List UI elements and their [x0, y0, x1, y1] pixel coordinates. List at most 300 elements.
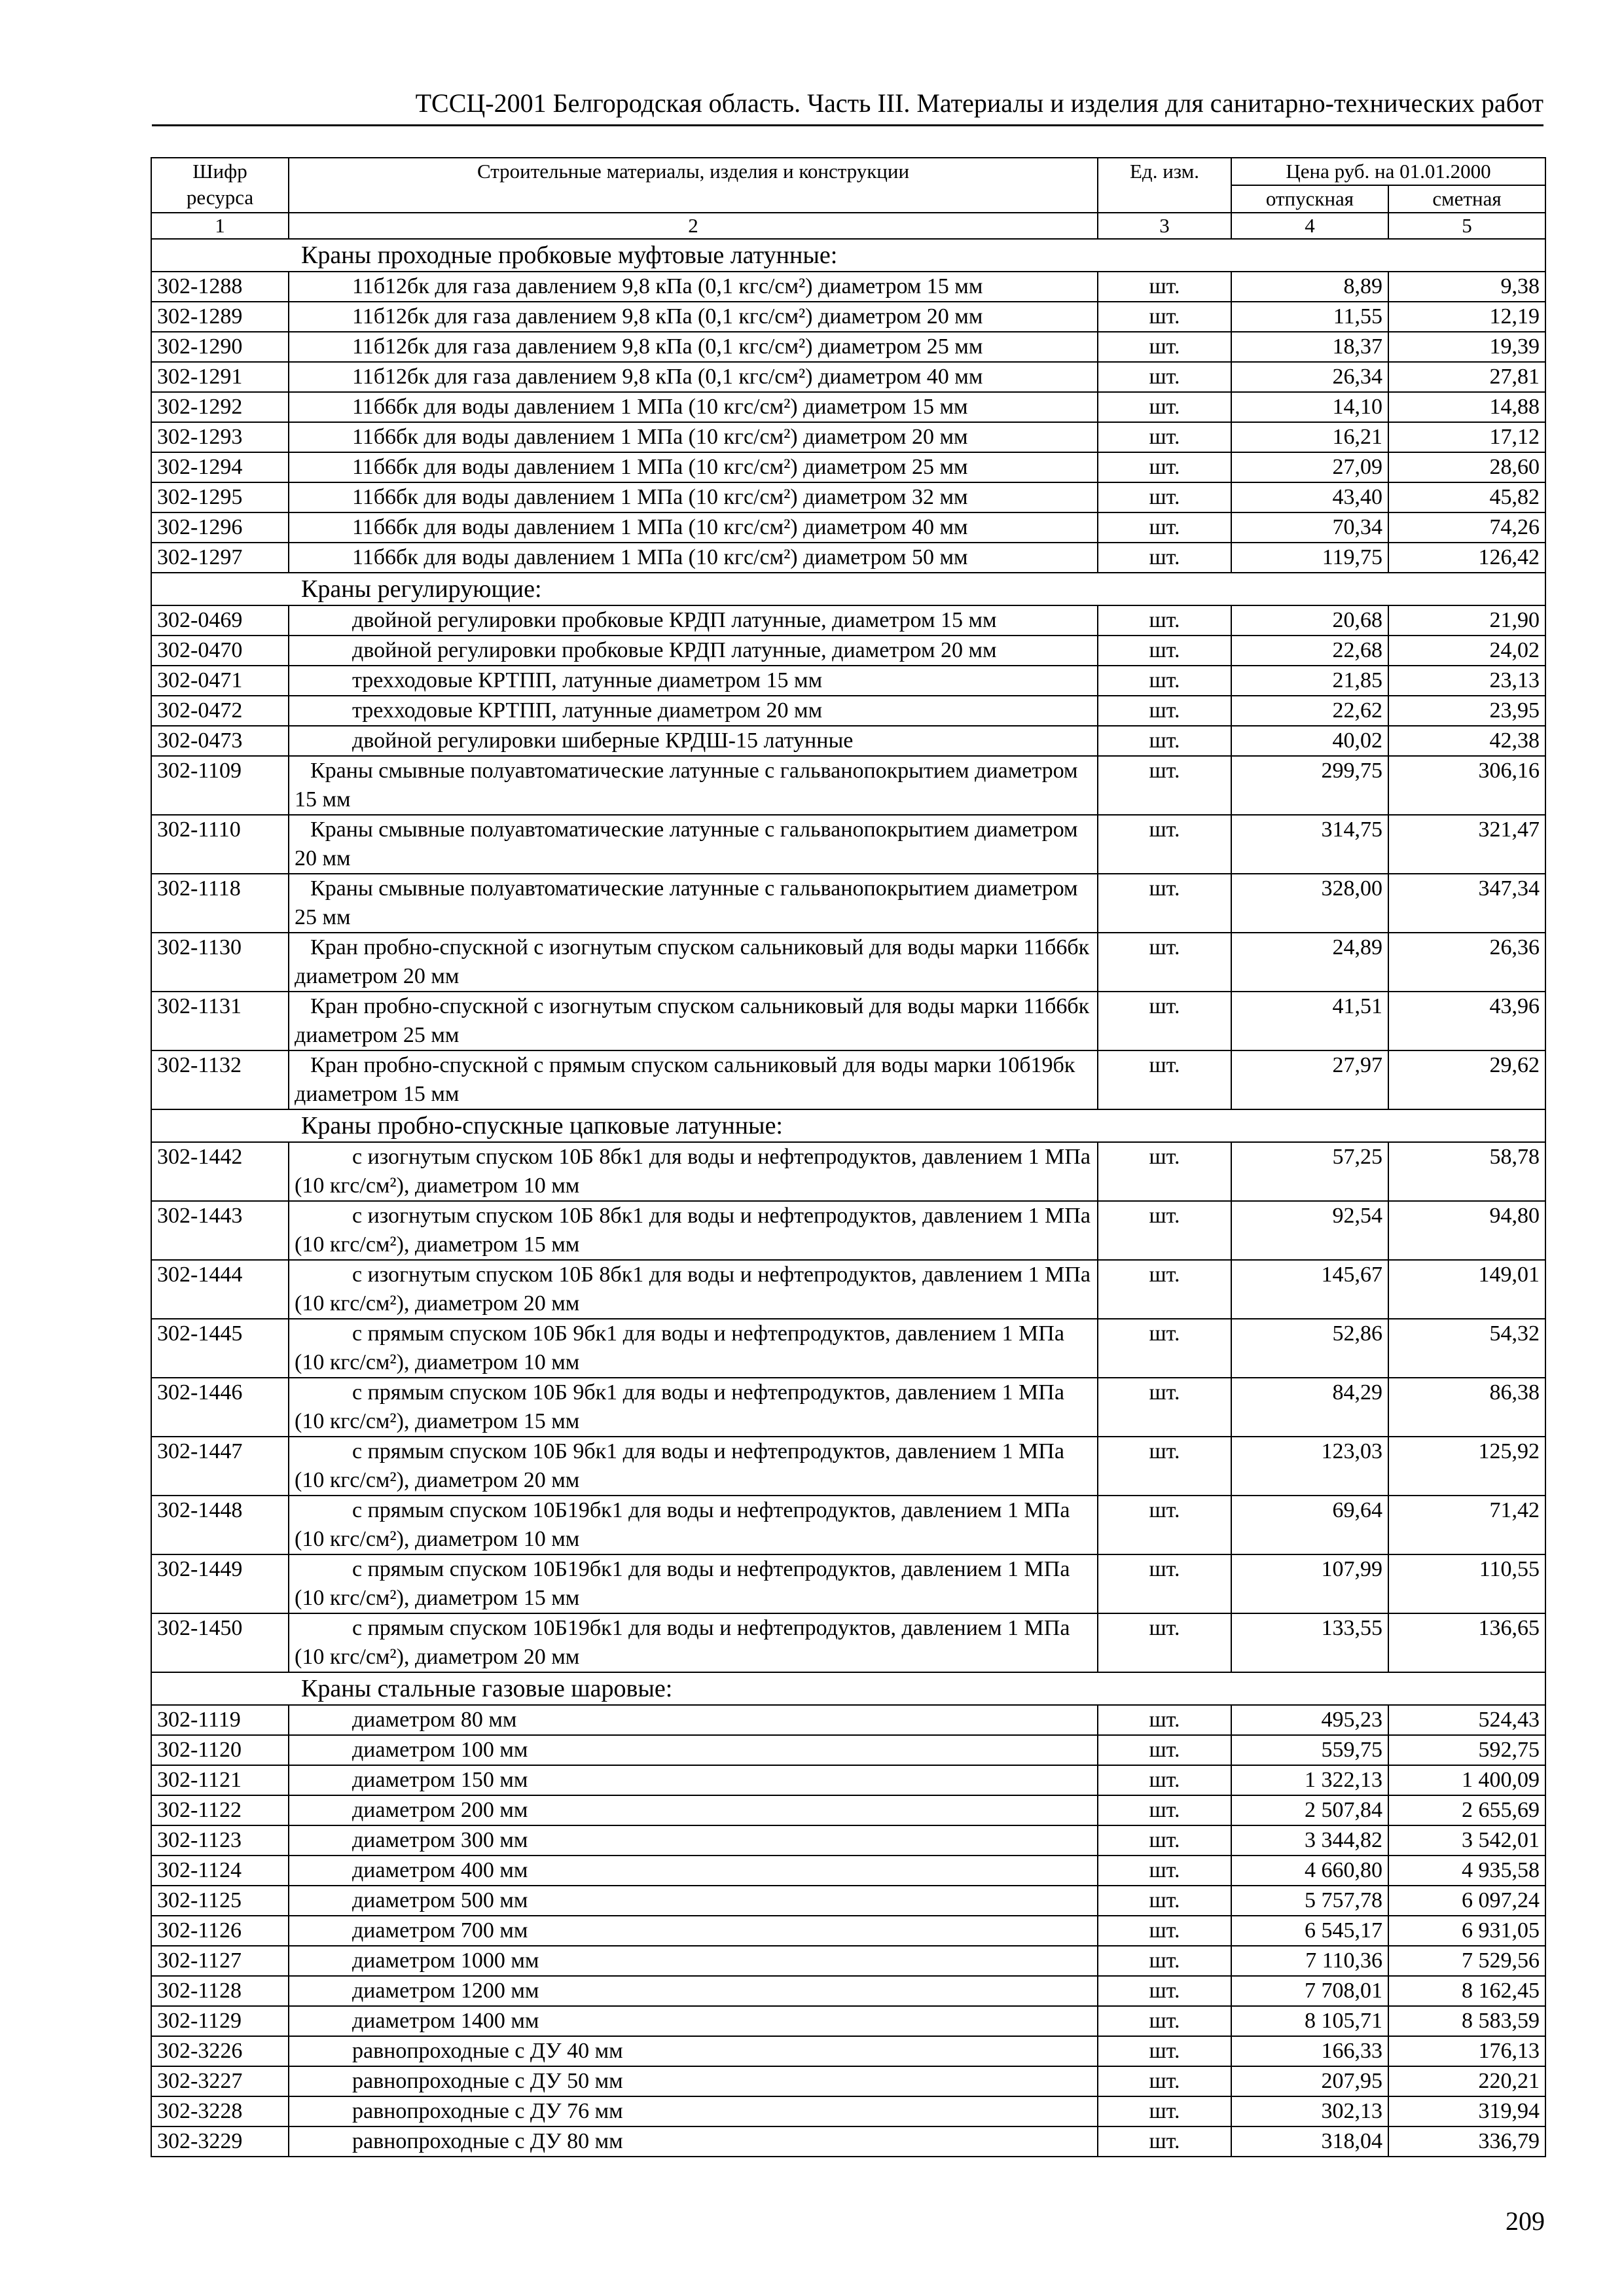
resource-code-cell: 302-1122 — [151, 1795, 289, 1825]
section-title: Краны регулирующие: — [301, 575, 542, 603]
estimate-price-cell: 54,32 — [1388, 1319, 1545, 1378]
description-cell — [289, 2066, 1098, 2096]
unit-cell: шт. — [1098, 543, 1231, 573]
description-text: Кран пробно-спускной с изогнутым спуском сальниковый для воды марки 11б6бк диаметром 25 мм — [295, 994, 1090, 1047]
estimate-price-cell: 23,95 — [1388, 696, 1545, 726]
table-row — [151, 2126, 1545, 2157]
unit-cell: шт. — [1098, 1496, 1231, 1554]
release-price-cell: 299,75 — [1231, 756, 1388, 815]
resource-code-cell: 302-1448 — [151, 1496, 289, 1554]
release-price-cell: 8,89 — [1231, 272, 1388, 302]
description-cell — [289, 1765, 1098, 1795]
resource-code-cell: 302-1121 — [151, 1765, 289, 1795]
resource-code-cell: 302-1110 — [151, 815, 289, 874]
table-row — [151, 992, 1545, 1050]
release-price-cell: 43,40 — [1231, 482, 1388, 512]
description-cell — [289, 1886, 1098, 1916]
estimate-price-cell: 19,39 — [1388, 332, 1545, 362]
release-price-cell: 57,25 — [1231, 1142, 1388, 1201]
release-price-cell: 41,51 — [1231, 992, 1388, 1050]
release-price-cell: 5 757,78 — [1231, 1886, 1388, 1916]
description-text: с прямым спуском 10Б19бк1 для воды и нефтепродуктов, давлением 1 МПа (10 кгс/см²), диаметром 20 мм — [295, 1616, 1070, 1669]
unit-cell: шт. — [1098, 362, 1231, 392]
table-row — [151, 1613, 1545, 1672]
resource-code-cell: 302-1290 — [151, 332, 289, 362]
unit-cell: шт. — [1098, 272, 1231, 302]
col-header-price: Цена руб. на 01.01.2000 — [1231, 158, 1545, 185]
unit-cell: шт. — [1098, 482, 1231, 512]
description-cell — [289, 332, 1098, 362]
description-text: диаметром 1000 мм — [352, 1948, 539, 1973]
description-cell — [289, 362, 1098, 392]
description-text: равнопроходные с ДУ 50 мм — [352, 2069, 623, 2093]
estimate-price-cell: 12,19 — [1388, 302, 1545, 332]
column-number: 2 — [289, 213, 1098, 239]
table-row — [151, 1378, 1545, 1437]
description-cell — [289, 272, 1098, 302]
description-text: диаметром 100 мм — [352, 1738, 528, 1762]
description-text: 11б6бк для воды давлением 1 МПа (10 кгс/см²) диаметром 40 мм — [352, 515, 968, 539]
release-price-cell: 52,86 — [1231, 1319, 1388, 1378]
unit-cell: шт. — [1098, 756, 1231, 815]
table-row — [151, 1976, 1545, 2006]
unit-cell: шт. — [1098, 1765, 1231, 1795]
description-cell — [289, 696, 1098, 726]
description-text: двойной регулировки шиберные КРДШ-15 латунные — [352, 728, 854, 753]
description-text: Краны смывные полуавтоматические латунные с гальванопокрытием диаметром 20 мм — [295, 817, 1078, 870]
estimate-price-cell: 43,96 — [1388, 992, 1545, 1050]
description-text: диаметром 1400 мм — [352, 2009, 539, 2033]
resource-code-cell: 302-0469 — [151, 605, 289, 636]
resource-code-cell: 302-1297 — [151, 543, 289, 573]
release-price-cell: 8 105,71 — [1231, 2006, 1388, 2036]
unit-cell: шт. — [1098, 696, 1231, 726]
description-cell — [289, 726, 1098, 756]
page-header: ТССЦ-2001 Белгородская область. Часть III. Материалы и изделия для санитарно-технических работ — [152, 84, 1543, 126]
release-price-cell: 24,89 — [1231, 933, 1388, 992]
release-price-cell: 107,99 — [1231, 1554, 1388, 1613]
description-cell — [289, 666, 1098, 696]
resource-code-cell: 302-1131 — [151, 992, 289, 1050]
release-price-cell: 69,64 — [1231, 1496, 1388, 1554]
table-row — [151, 1765, 1545, 1795]
description-cell — [289, 1319, 1098, 1378]
estimate-price-cell: 6 931,05 — [1388, 1916, 1545, 1946]
description-text: диаметром 200 мм — [352, 1798, 528, 1822]
unit-cell: шт. — [1098, 2096, 1231, 2126]
unit-cell: шт. — [1098, 1050, 1231, 1109]
estimate-price-cell: 24,02 — [1388, 636, 1545, 666]
unit-cell: шт. — [1098, 933, 1231, 992]
description-text: диаметром 400 мм — [352, 1858, 528, 1882]
estimate-price-cell: 29,62 — [1388, 1050, 1545, 1109]
resource-code-cell: 302-1127 — [151, 1946, 289, 1976]
unit-cell: шт. — [1098, 422, 1231, 452]
table-row — [151, 815, 1545, 874]
description-cell — [289, 543, 1098, 573]
resource-code-cell: 302-1443 — [151, 1201, 289, 1260]
estimate-price-cell: 58,78 — [1388, 1142, 1545, 1201]
description-text: трехходовые КРТПП, латунные диаметром 20 мм — [352, 698, 823, 723]
resource-code-cell: 302-0470 — [151, 636, 289, 666]
unit-cell: шт. — [1098, 1142, 1231, 1201]
column-number: 1 — [151, 213, 289, 239]
resource-code-cell: 302-1132 — [151, 1050, 289, 1109]
estimate-price-cell: 592,75 — [1388, 1735, 1545, 1765]
description-cell — [289, 933, 1098, 992]
estimate-price-cell: 149,01 — [1388, 1260, 1545, 1319]
table-row — [151, 1795, 1545, 1825]
table-row — [151, 874, 1545, 933]
resource-code-cell: 302-1291 — [151, 362, 289, 392]
table-row — [151, 1142, 1545, 1201]
description-cell — [289, 422, 1098, 452]
release-price-cell: 27,09 — [1231, 452, 1388, 482]
estimate-price-cell: 74,26 — [1388, 512, 1545, 543]
table-row — [151, 666, 1545, 696]
table-row — [151, 2066, 1545, 2096]
description-cell — [289, 874, 1098, 933]
description-text: 11б12бк для газа давлением 9,8 кПа (0,1 кгс/см²) диаметром 25 мм — [352, 334, 983, 359]
release-price-cell: 27,97 — [1231, 1050, 1388, 1109]
description-text: диаметром 80 мм — [352, 1708, 517, 1732]
description-cell — [289, 815, 1098, 874]
estimate-price-cell: 524,43 — [1388, 1705, 1545, 1735]
description-cell — [289, 1705, 1098, 1735]
release-price-cell: 559,75 — [1231, 1735, 1388, 1765]
section-header-row — [151, 1109, 1545, 1142]
resource-code-cell: 302-1294 — [151, 452, 289, 482]
release-price-cell: 11,55 — [1231, 302, 1388, 332]
unit-cell: шт. — [1098, 452, 1231, 482]
table-row — [151, 1886, 1545, 1916]
release-price-cell: 119,75 — [1231, 543, 1388, 573]
release-price-cell: 207,95 — [1231, 2066, 1388, 2096]
page-number: 209 — [1506, 2206, 1545, 2236]
section-title: Краны пробно-спускные цапковые латунные: — [301, 1112, 783, 1139]
release-price-cell: 328,00 — [1231, 874, 1388, 933]
unit-cell: шт. — [1098, 302, 1231, 332]
description-cell — [289, 482, 1098, 512]
release-price-cell: 14,10 — [1231, 392, 1388, 422]
resource-code-cell: 302-0471 — [151, 666, 289, 696]
table-row — [151, 482, 1545, 512]
unit-cell: шт. — [1098, 605, 1231, 636]
section-header-cell — [151, 239, 1545, 272]
table-row — [151, 362, 1545, 392]
resource-code-cell: 302-1292 — [151, 392, 289, 422]
unit-cell: шт. — [1098, 1856, 1231, 1886]
resource-code-cell: 302-1128 — [151, 1976, 289, 2006]
price-table — [151, 157, 1546, 2157]
table-row — [151, 2006, 1545, 2036]
resource-code-cell: 302-1447 — [151, 1437, 289, 1496]
release-price-cell: 21,85 — [1231, 666, 1388, 696]
description-text: двойной регулировки пробковые КРДП латунные, диаметром 20 мм — [352, 638, 997, 662]
section-header-cell — [151, 1672, 1545, 1705]
description-text: 11б6бк для воды давлением 1 МПа (10 кгс/см²) диаметром 32 мм — [352, 485, 968, 509]
unit-cell: шт. — [1098, 512, 1231, 543]
resource-code-cell: 302-3226 — [151, 2036, 289, 2066]
estimate-price-cell: 321,47 — [1388, 815, 1545, 874]
release-price-cell: 302,13 — [1231, 2096, 1388, 2126]
estimate-price-cell: 26,36 — [1388, 933, 1545, 992]
description-text: Краны смывные полуавтоматические латунные с гальванопокрытием диаметром 25 мм — [295, 876, 1078, 929]
resource-code-cell: 302-1123 — [151, 1825, 289, 1856]
description-cell — [289, 992, 1098, 1050]
estimate-price-cell: 94,80 — [1388, 1201, 1545, 1260]
table-row — [151, 392, 1545, 422]
table-row — [151, 726, 1545, 756]
description-cell — [289, 1378, 1098, 1437]
description-cell — [289, 605, 1098, 636]
unit-cell: шт. — [1098, 392, 1231, 422]
estimate-price-cell: 126,42 — [1388, 543, 1545, 573]
description-cell — [289, 1496, 1098, 1554]
description-text: двойной регулировки пробковые КРДП латунные, диаметром 15 мм — [352, 608, 997, 632]
release-price-cell: 7 110,36 — [1231, 1946, 1388, 1976]
unit-cell: шт. — [1098, 1886, 1231, 1916]
estimate-price-cell: 8 583,59 — [1388, 2006, 1545, 2036]
estimate-price-cell: 27,81 — [1388, 362, 1545, 392]
release-price-cell: 16,21 — [1231, 422, 1388, 452]
release-price-cell: 92,54 — [1231, 1201, 1388, 1260]
estimate-price-cell: 21,90 — [1388, 605, 1545, 636]
table-row — [151, 302, 1545, 332]
estimate-price-cell: 336,79 — [1388, 2126, 1545, 2157]
column-number: 5 — [1388, 213, 1545, 239]
table-row — [151, 1260, 1545, 1319]
unit-cell: шт. — [1098, 666, 1231, 696]
description-text: диаметром 1200 мм — [352, 1979, 539, 2003]
description-cell — [289, 1613, 1098, 1672]
description-text: равнопроходные с ДУ 80 мм — [352, 2129, 623, 2153]
resource-code-cell: 302-1118 — [151, 874, 289, 933]
section-title: Краны стальные газовые шаровые: — [301, 1675, 673, 1702]
resource-code-cell: 302-1449 — [151, 1554, 289, 1613]
resource-code-cell: 302-3228 — [151, 2096, 289, 2126]
description-cell — [289, 1795, 1098, 1825]
description-cell — [289, 1946, 1098, 1976]
description-text: с прямым спуском 10Б 9бк1 для воды и нефтепродуктов, давлением 1 МПа (10 кгс/см²), диаметром 20 мм — [295, 1439, 1064, 1492]
description-text: Краны смывные полуавтоматические латунные с гальванопокрытием диаметром 15 мм — [295, 759, 1078, 812]
unit-cell: шт. — [1098, 1201, 1231, 1260]
unit-cell: шт. — [1098, 1946, 1231, 1976]
col-header-release-price: отпускная — [1231, 185, 1388, 213]
description-cell — [289, 392, 1098, 422]
resource-code-cell: 302-0473 — [151, 726, 289, 756]
estimate-price-cell: 1 400,09 — [1388, 1765, 1545, 1795]
table-row — [151, 1946, 1545, 1976]
unit-cell: шт. — [1098, 1976, 1231, 2006]
description-text: 11б6бк для воды давлением 1 МПа (10 кгс/см²) диаметром 25 мм — [352, 455, 968, 479]
release-price-cell: 495,23 — [1231, 1705, 1388, 1735]
table-row — [151, 512, 1545, 543]
description-text: 11б12бк для газа давлением 9,8 кПа (0,1 кгс/см²) диаметром 40 мм — [352, 365, 983, 389]
release-price-cell: 7 708,01 — [1231, 1976, 1388, 2006]
description-cell — [289, 2096, 1098, 2126]
section-header-cell — [151, 573, 1545, 605]
description-text: с изогнутым спуском 10Б 8бк1 для воды и нефтепродуктов, давлением 1 МПа (10 кгс/см²), диаметром 10 мм — [295, 1145, 1091, 1198]
table-body — [151, 239, 1545, 2157]
table-row — [151, 2096, 1545, 2126]
description-cell — [289, 302, 1098, 332]
release-price-cell: 2 507,84 — [1231, 1795, 1388, 1825]
estimate-price-cell: 3 542,01 — [1388, 1825, 1545, 1856]
release-price-cell: 123,03 — [1231, 1437, 1388, 1496]
description-text: равнопроходные с ДУ 40 мм — [352, 2039, 623, 2063]
unit-cell: шт. — [1098, 1613, 1231, 1672]
estimate-price-cell: 28,60 — [1388, 452, 1545, 482]
estimate-price-cell: 86,38 — [1388, 1378, 1545, 1437]
description-text: с прямым спуском 10Б19бк1 для воды и нефтепродуктов, давлением 1 МПа (10 кгс/см²), диаметром 10 мм — [295, 1498, 1070, 1551]
estimate-price-cell: 23,13 — [1388, 666, 1545, 696]
description-cell — [289, 1735, 1098, 1765]
description-cell — [289, 2006, 1098, 2036]
section-title: Краны проходные пробковые муфтовые латунные: — [301, 242, 838, 269]
estimate-price-cell: 6 097,24 — [1388, 1886, 1545, 1916]
resource-code-cell: 302-1289 — [151, 302, 289, 332]
section-header-row — [151, 239, 1545, 272]
estimate-price-cell: 2 655,69 — [1388, 1795, 1545, 1825]
description-cell — [289, 1050, 1098, 1109]
table-row — [151, 1437, 1545, 1496]
description-cell — [289, 1554, 1098, 1613]
resource-code-cell: 302-1288 — [151, 272, 289, 302]
estimate-price-cell: 17,12 — [1388, 422, 1545, 452]
description-text: диаметром 150 мм — [352, 1768, 528, 1792]
table-row — [151, 1825, 1545, 1856]
section-header-row — [151, 1672, 1545, 1705]
estimate-price-cell: 347,34 — [1388, 874, 1545, 933]
unit-cell: шт. — [1098, 2066, 1231, 2096]
table-row — [151, 1319, 1545, 1378]
unit-cell: шт. — [1098, 1260, 1231, 1319]
table-row — [151, 332, 1545, 362]
estimate-price-cell: 220,21 — [1388, 2066, 1545, 2096]
estimate-price-cell: 8 162,45 — [1388, 1976, 1545, 2006]
estimate-price-cell: 306,16 — [1388, 756, 1545, 815]
table-row — [151, 1916, 1545, 1946]
resource-code-cell: 302-1445 — [151, 1319, 289, 1378]
unit-cell: шт. — [1098, 1437, 1231, 1496]
unit-cell: шт. — [1098, 1916, 1231, 1946]
release-price-cell: 145,67 — [1231, 1260, 1388, 1319]
resource-code-cell: 302-1450 — [151, 1613, 289, 1672]
table-row — [151, 422, 1545, 452]
section-header-cell — [151, 1109, 1545, 1142]
release-price-cell: 84,29 — [1231, 1378, 1388, 1437]
release-price-cell: 166,33 — [1231, 2036, 1388, 2066]
release-price-cell: 318,04 — [1231, 2126, 1388, 2157]
description-text: диаметром 500 мм — [352, 1888, 528, 1912]
unit-cell: шт. — [1098, 1795, 1231, 1825]
description-cell — [289, 1437, 1098, 1496]
resource-code-cell: 302-3229 — [151, 2126, 289, 2157]
description-cell — [289, 1260, 1098, 1319]
release-price-cell: 70,34 — [1231, 512, 1388, 543]
release-price-cell: 18,37 — [1231, 332, 1388, 362]
unit-cell: шт. — [1098, 1319, 1231, 1378]
resource-code-cell: 302-1446 — [151, 1378, 289, 1437]
estimate-price-cell: 176,13 — [1388, 2036, 1545, 2066]
description-cell — [289, 1142, 1098, 1201]
table-row — [151, 1050, 1545, 1109]
table-row — [151, 933, 1545, 992]
resource-code-cell: 302-1295 — [151, 482, 289, 512]
description-cell — [289, 2126, 1098, 2157]
description-text: с изогнутым спуском 10Б 8бк1 для воды и нефтепродуктов, давлением 1 МПа (10 кгс/см²), диаметром 20 мм — [295, 1263, 1091, 1316]
table-row — [151, 696, 1545, 726]
section-header-row — [151, 573, 1545, 605]
unit-cell: шт. — [1098, 1378, 1231, 1437]
description-cell — [289, 1916, 1098, 1946]
release-price-cell: 133,55 — [1231, 1613, 1388, 1672]
description-cell — [289, 1976, 1098, 2006]
description-text: 11б6бк для воды давлением 1 МПа (10 кгс/см²) диаметром 15 мм — [352, 395, 968, 419]
col-header-code: Шифр ресурса — [151, 158, 289, 213]
unit-cell: шт. — [1098, 2036, 1231, 2066]
description-cell — [289, 512, 1098, 543]
release-price-cell: 6 545,17 — [1231, 1916, 1388, 1946]
table-row — [151, 1735, 1545, 1765]
description-text: равнопроходные с ДУ 76 мм — [352, 2099, 623, 2123]
description-text: с прямым спуском 10Б 9бк1 для воды и нефтепродуктов, давлением 1 МПа (10 кгс/см²), диаметром 15 мм — [295, 1380, 1064, 1433]
description-text: трехходовые КРТПП, латунные диаметром 15 мм — [352, 668, 823, 692]
estimate-price-cell: 42,38 — [1388, 726, 1545, 756]
unit-cell: шт. — [1098, 332, 1231, 362]
description-cell — [289, 1856, 1098, 1886]
release-price-cell: 40,02 — [1231, 726, 1388, 756]
table-row — [151, 636, 1545, 666]
table-row — [151, 543, 1545, 573]
unit-cell: шт. — [1098, 992, 1231, 1050]
description-text: 11б12бк для газа давлением 9,8 кПа (0,1 кгс/см²) диаметром 20 мм — [352, 304, 983, 329]
unit-cell: шт. — [1098, 874, 1231, 933]
estimate-price-cell: 9,38 — [1388, 272, 1545, 302]
description-text: 11б6бк для воды давлением 1 МПа (10 кгс/см²) диаметром 20 мм — [352, 425, 968, 449]
col-header-estimate-price: сметная — [1388, 185, 1545, 213]
table-row — [151, 605, 1545, 636]
column-number: 4 — [1231, 213, 1388, 239]
release-price-cell: 22,68 — [1231, 636, 1388, 666]
table-row — [151, 272, 1545, 302]
release-price-cell: 1 322,13 — [1231, 1765, 1388, 1795]
release-price-cell: 314,75 — [1231, 815, 1388, 874]
unit-cell: шт. — [1098, 2006, 1231, 2036]
description-text: диаметром 700 мм — [352, 1918, 528, 1943]
resource-code-cell: 302-1296 — [151, 512, 289, 543]
col-header-unit: Ед. изм. — [1098, 158, 1231, 213]
description-cell — [289, 2036, 1098, 2066]
estimate-price-cell: 136,65 — [1388, 1613, 1545, 1672]
table-row — [151, 1856, 1545, 1886]
unit-cell: шт. — [1098, 1825, 1231, 1856]
unit-cell: шт. — [1098, 636, 1231, 666]
column-number: 3 — [1098, 213, 1231, 239]
resource-code-cell: 302-0472 — [151, 696, 289, 726]
estimate-price-cell: 319,94 — [1388, 2096, 1545, 2126]
estimate-price-cell: 14,88 — [1388, 392, 1545, 422]
table-row — [151, 1496, 1545, 1554]
description-text: диаметром 300 мм — [352, 1828, 528, 1852]
estimate-price-cell: 125,92 — [1388, 1437, 1545, 1496]
resource-code-cell: 302-1124 — [151, 1856, 289, 1886]
description-text: с изогнутым спуском 10Б 8бк1 для воды и нефтепродуктов, давлением 1 МПа (10 кгс/см²), диаметром 15 мм — [295, 1204, 1091, 1257]
resource-code-cell: 302-1130 — [151, 933, 289, 992]
unit-cell: шт. — [1098, 815, 1231, 874]
description-cell — [289, 636, 1098, 666]
